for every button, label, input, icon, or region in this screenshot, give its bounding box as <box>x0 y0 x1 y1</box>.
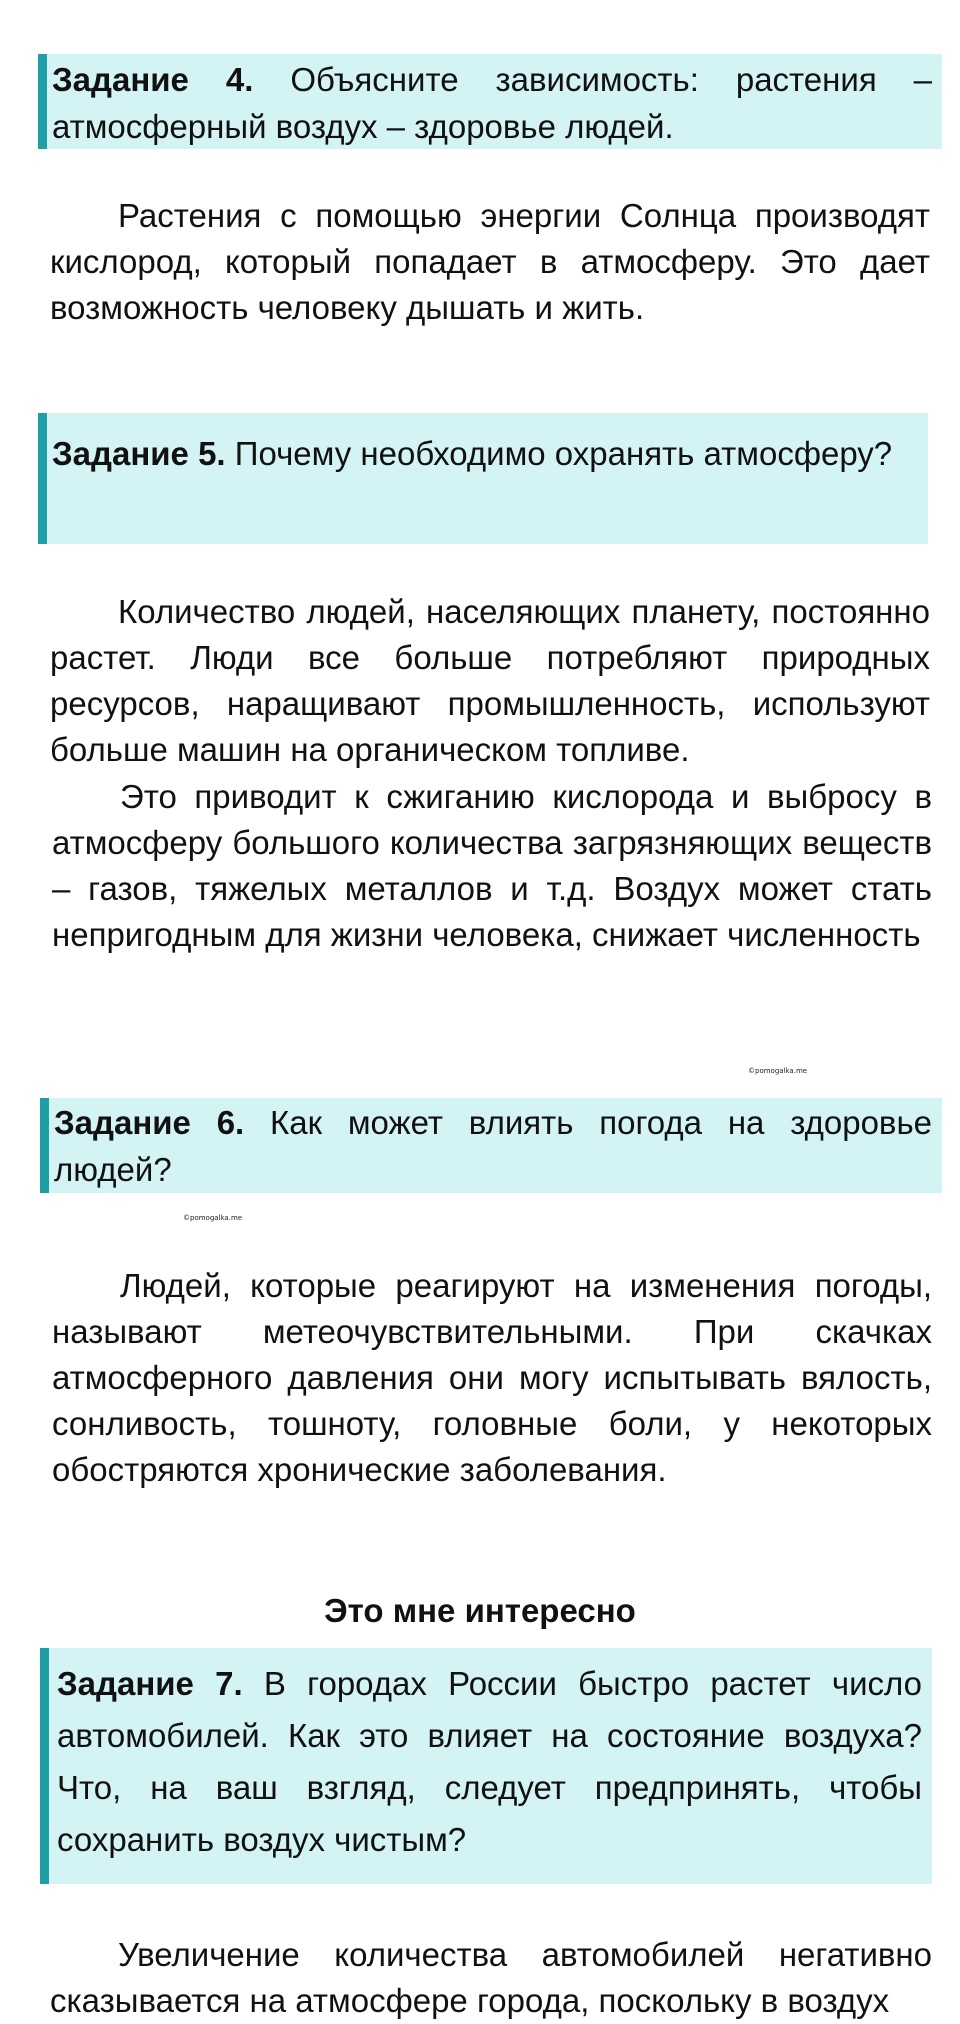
watermark: ©pomogalka.me <box>183 1214 243 1222</box>
task-5-question: Почему необходимо охранять атмосферу? <box>234 435 893 472</box>
task-7-question: В городах России быстро растет число автомобилей. Как это влияет на состояние воздуха? Что, на ваш взгляд, следует предпринять, чтобы сохранить воздух чистым? <box>57 1665 922 1858</box>
task-4-answer: Растения с помощью энергии Солнца производят кислород, который попадает в атмосферу. Это дает возможность человеку дышать и жить. <box>50 197 930 326</box>
task-7-label: Задание 7. <box>57 1665 243 1702</box>
task-5-label: Задание 5. <box>52 435 226 472</box>
task-6-box <box>40 1098 942 1193</box>
section-heading: Это мне интересно <box>324 1592 636 1629</box>
watermark: ©pomogalka.me <box>748 1067 808 1075</box>
task-6-label: Задание 6. <box>54 1104 245 1141</box>
task-5-answer-paragraph-2: Это приводит к сжиганию кислорода и выбросу в атмосферу большого количества загрязняющих веществ – газов, тяжелых металлов и т.д. Воздух может стать непригодным для жизни человека, снижает численность <box>52 778 932 953</box>
task-5-answer-paragraph-1: Количество людей, населяющих планету, постоянно растет. Люди все больше потребляют природных ресурсов, наращивают промышленность, используют больше машин на органическом топливе. <box>50 593 930 768</box>
task-7-answer: Увеличение количества автомобилей негативно сказывается на атмосфере города, поскольку в воздух <box>50 1936 932 2019</box>
task-7-box <box>40 1648 932 1884</box>
task-4-question: Объясните зависимость: растения – атмосферный воздух – здоровье людей. <box>52 61 932 145</box>
task-6-question: Как может влиять погода на здоровье людей? <box>54 1104 932 1188</box>
task-5-box <box>38 413 928 544</box>
task-6-answer: Людей, которые реагируют на изменения погоды, называют метеочувствительными. При скачках атмосферного давления они могу испытывать вялость, сонливость, тошноту, головные боли, у некоторых обостряются хронические заболевания. <box>52 1267 932 1488</box>
task-4-label: Задание 4. <box>52 61 254 98</box>
task-4-box <box>38 54 942 149</box>
